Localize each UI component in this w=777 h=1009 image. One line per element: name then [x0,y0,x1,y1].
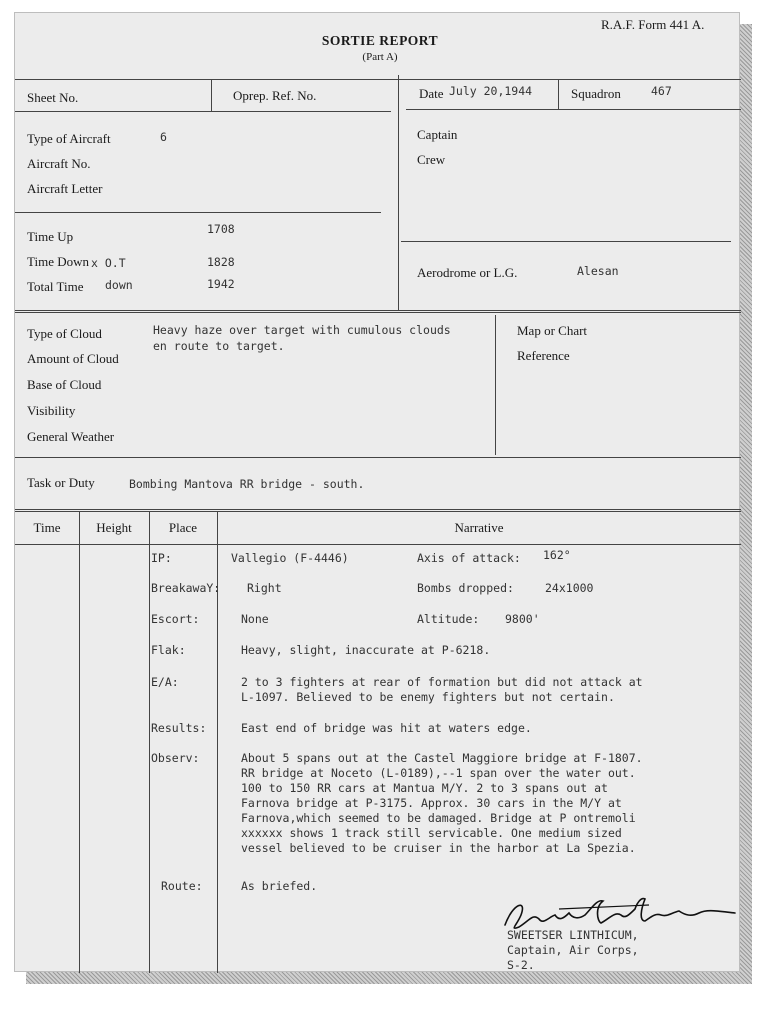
bombs-value: 24x1000 [545,581,594,595]
place-results: Results: [151,721,207,735]
narrative-ea-line-1: 2 to 3 fighters at rear of formation but did not attack at [241,675,643,689]
rule-weather-bottom [15,457,741,458]
rule-table-header [15,544,741,545]
general-weather-label: General Weather [27,429,115,444]
axis-value: 162° [543,548,571,562]
oprep-label: Oprep. Ref. No. [233,88,317,103]
aerodrome-value: Alesan [577,264,619,278]
rule-header-right [406,109,741,110]
time-up-value: 1708 [207,222,235,236]
col-header-narrative: Narrative [454,520,504,535]
reference-label: Reference [517,348,570,363]
rule-map-divider [495,315,496,455]
signatory-name: SWEETSER LINTHICUM, [507,928,639,942]
place-escort: Escort: [151,612,200,626]
task-value: Bombing Mantova RR bridge - south. [129,477,365,491]
map-label: Map or Chart [517,323,588,338]
aircraft-type-label: Type of Aircraft [27,131,111,146]
form-title: SORTIE REPORT [321,33,439,48]
narrative-observ-line-1: About 5 spans out at the Castel Maggiore bridge at F-1807. [241,751,643,765]
aerodrome-label: Aerodrome or L.G. [417,265,518,280]
rule-table-top [15,509,741,512]
rule-col-time [79,512,80,973]
crew-label: Crew [417,152,446,167]
date-value: July 20,1944 [449,84,533,98]
rule-date-divider [558,79,559,109]
time-up-label: Time Up [27,229,74,244]
rule-sheet-divider [211,79,212,111]
sheet-no-label: Sheet No. [27,90,79,105]
form-number: R.A.F. Form 441 A. [601,17,705,32]
cloud-amount-label: Amount of Cloud [27,351,119,366]
aircraft-type-value: 6 [160,130,167,144]
visibility-label: Visibility [27,403,76,418]
narrative-route: As briefed. [241,879,318,893]
weather-note-line-2: en route to target. [153,339,285,353]
narrative-observ-line-5: Farnova,which seemed to be damaged. Bridge at P ontremoli [241,811,636,825]
altitude-value: 9800' [505,612,540,626]
place-route: Route: [161,879,203,893]
cloud-type-label: Type of Cloud [27,326,102,341]
narrative-observ-line-2: RR bridge at Noceto (L-0189),--1 span over the water out. [241,766,636,780]
squadron-value: 467 [651,84,672,98]
place-breakaway: BreakawaY: [151,581,221,595]
squadron-label: Squadron [571,86,621,101]
narrative-breakaway: Right [247,581,282,595]
aircraft-letter-label: Aircraft Letter [27,181,103,196]
signatory-rank: Captain, Air Corps, [507,943,639,957]
bombs-label: Bombs dropped: [417,581,514,595]
rule-times-bottom [15,310,741,313]
narrative-ea-line-2: L-1097. Believed to be enemy fighters but not certain. [241,690,615,704]
narrative-flak: Heavy, slight, inaccurate at P-6218. [241,643,491,657]
rule-header-left [15,111,391,112]
narrative-ip: Vallegio (F-4446) [231,551,349,565]
weather-note-line-1: Heavy haze over target with cumulous clouds [153,323,451,337]
place-observ: Observ: [151,751,200,765]
col-header-time: Time [33,520,61,535]
cloud-base-label: Base of Cloud [27,377,102,392]
aircraft-no-label: Aircraft No. [27,156,91,171]
time-down-value: 1828 [207,255,235,269]
time-down-label: Time Down [27,254,90,269]
rule-col-height [149,512,150,973]
time-down-extra: x O.T [91,256,126,270]
col-header-height: Height [96,520,132,535]
narrative-observ-line-7: vessel believed to be cruiser in the harbor at La Spezia. [241,841,636,855]
altitude-label: Altitude: [417,612,480,626]
form-subtitle: (Part A) [362,51,398,63]
sortie-report-form [14,12,740,972]
narrative-observ-line-3: 100 to 150 RR cars at Mantua M/Y. 2 to 3 spans out at [241,781,608,795]
narrative-escort: None [241,612,269,626]
total-time-label: Total Time [27,279,84,294]
rule-center-divider [398,75,399,310]
narrative-observ-line-4: Farnova bridge at P-3175. Approx. 30 cars in the M/Y at [241,796,622,810]
rule-aircraft-bottom [15,212,381,213]
total-time-extra: down [105,278,133,292]
place-ip: IP: [151,551,172,565]
place-ea: E/A: [151,675,179,689]
col-header-place: Place [168,520,198,535]
captain-label: Captain [417,127,458,142]
place-flak: Flak: [151,643,186,657]
rule-top [15,79,741,80]
signatory-unit: S-2. [507,958,535,972]
narrative-observ-line-6: xxxxxx shows 1 track still servicable. One medium sized [241,826,622,840]
axis-label: Axis of attack: [417,551,521,565]
narrative-results: East end of bridge was hit at waters edge. [241,721,532,735]
rule-crew-bottom [401,241,731,242]
total-time-value: 1942 [207,277,235,291]
date-label: Date [419,86,444,101]
task-label: Task or Duty [27,475,95,490]
